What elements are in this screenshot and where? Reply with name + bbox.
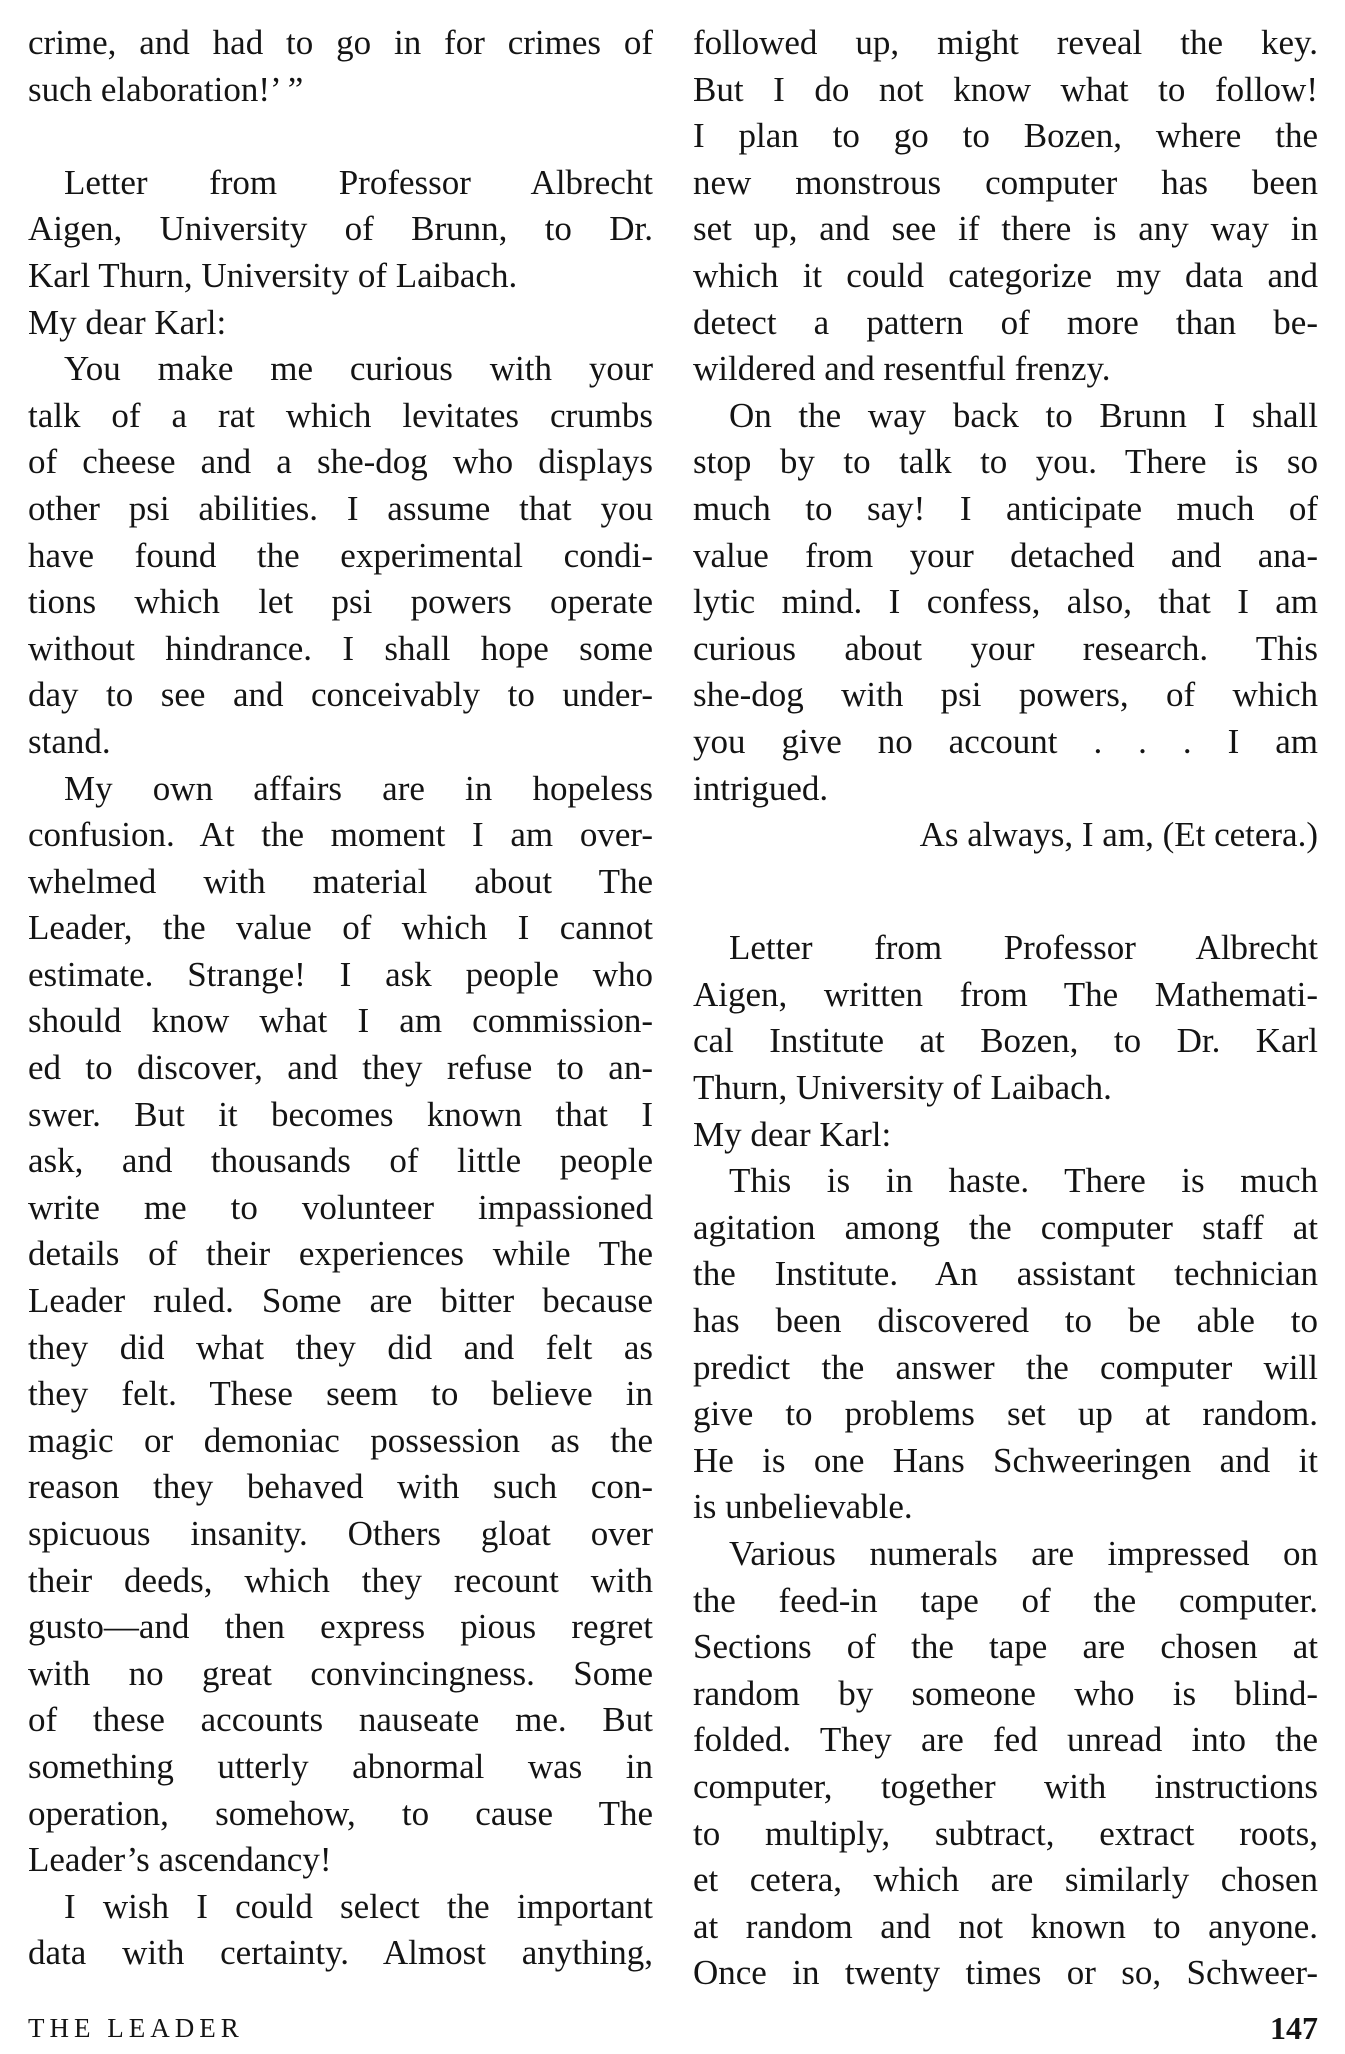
text-line: Once in twenty times or so, Schweer- — [693, 1953, 1318, 1993]
text-line: whelmed with material about The — [28, 861, 653, 901]
text-line: Leader, the value of which I cannot — [28, 908, 653, 948]
text-line: magic or demoniac possession as the — [28, 1420, 653, 1460]
text-line: wildered and resentful frenzy. — [693, 349, 1111, 389]
text-line: intrigued. — [693, 768, 829, 808]
text-line: of cheese and a she-dog who displays — [28, 442, 653, 482]
text-line: lytic mind. I confess, also, that I am — [693, 582, 1318, 622]
text-line — [28, 113, 653, 160]
text-line: detect a pattern of more than be- — [693, 302, 1318, 342]
text-line: Sections of the tape are chosen at — [693, 1627, 1318, 1667]
text-line: My dear Karl: — [28, 302, 227, 342]
text-line: Thurn, University of Laibach. — [693, 1068, 1112, 1108]
text-line: their deeds, which they recount with — [28, 1560, 653, 1600]
text-line: swer. But it becomes known that I — [28, 1094, 653, 1134]
text-line: reason they behaved with such con- — [28, 1467, 653, 1507]
text-line: crime, and had to go in for crimes of — [28, 23, 653, 62]
text-line: followed up, might reveal the key. — [693, 23, 1318, 62]
text-line: spicuous insanity. Others gloat over — [28, 1514, 653, 1553]
text-line: have found the experimental condi- — [28, 535, 653, 575]
text-line: et cetera, which are similarly chosen — [693, 1860, 1318, 1900]
text-line: He is one Hans Schweeringen and it — [693, 1440, 1318, 1480]
text-line: they felt. These seem to believe in — [28, 1374, 653, 1414]
text-line: talk of a rat which levitates crumbs — [28, 395, 653, 435]
text-line: data with certainty. Almost anything, — [28, 1933, 653, 1973]
text-line — [693, 905, 1318, 925]
text-line: the feed-in tape of the computer. — [693, 1580, 1318, 1620]
text-line: ask, and thousands of little people — [28, 1141, 653, 1181]
text-line: set up, and see if there is any way in — [693, 209, 1318, 249]
text-line: random by someone who is blind- — [693, 1673, 1318, 1713]
text-line: give to problems set up at random. — [693, 1394, 1318, 1434]
text-line: other psi abilities. I assume that you — [28, 488, 653, 528]
text-line: I wish I could select the important — [64, 1886, 653, 1926]
text-line: tions which let psi powers operate — [28, 582, 653, 622]
text-line: the Institute. An assistant technician — [693, 1254, 1318, 1294]
text-line: Various numerals are impressed on — [729, 1534, 1318, 1573]
left-text-column — [28, 20, 653, 1977]
text-line: confusion. At the moment I am over- — [28, 815, 653, 855]
text-line: to multiply, subtract, extract roots, — [693, 1813, 1318, 1853]
text-line: My dear Karl: — [693, 1114, 892, 1154]
text-line: at random and not known to anyone. — [693, 1906, 1318, 1946]
text-line: Leader’s ascendancy! — [28, 1840, 332, 1880]
text-line: with no great convincingness. Some — [28, 1653, 653, 1693]
text-line: Karl Thurn, University of Laibach. — [28, 255, 518, 295]
text-line: This is in haste. There is much — [729, 1161, 1318, 1201]
text-line: you give no account . . . I am — [693, 721, 1318, 761]
page-footer — [28, 2008, 1318, 2048]
text-line: without hindrance. I shall hope some — [28, 628, 653, 668]
text-line: stand. — [28, 721, 111, 761]
text-line: new monstrous computer has been — [693, 162, 1318, 202]
text-line: Aigen, written from The Mathemati- — [693, 974, 1318, 1014]
text-line: predict the answer the computer will — [693, 1347, 1318, 1387]
text-line: computer, together with instructions — [693, 1766, 1318, 1806]
text-line: You make me curious with your — [64, 349, 653, 389]
text-line: Leader ruled. Some are bitter because — [28, 1281, 653, 1321]
text-line: I plan to go to Bozen, where the — [693, 116, 1318, 156]
text-line: such elaboration!’ ” — [28, 69, 304, 109]
text-line: folded. They are fed unread into the — [693, 1720, 1318, 1760]
text-line: operation, somehow, to cause The — [28, 1793, 653, 1833]
text-line: cal Institute at Bozen, to Dr. Karl — [693, 1021, 1318, 1061]
text-line: Letter from Professor Albrecht — [729, 928, 1318, 968]
text-line: On the way back to Brunn I shall — [729, 395, 1318, 435]
text-line: As always, I am, (Et cetera.) — [919, 815, 1318, 855]
text-line: they did what they did and felt as — [28, 1327, 653, 1367]
text-line: day to see and conceivably to under- — [28, 675, 653, 715]
text-line: ed to discover, and they refuse to an- — [28, 1048, 653, 1088]
text-line: estimate. Strange! I ask people who — [28, 954, 653, 994]
text-line: But I do not know what to follow! — [693, 69, 1318, 109]
text-line: which it could categorize my data and — [693, 255, 1318, 295]
running-head: THE LEADER — [28, 2013, 244, 2043]
text-line — [693, 859, 1318, 906]
text-line: curious about your research. This — [693, 628, 1318, 668]
text-line: much to say! I anticipate much of — [693, 488, 1318, 528]
page-number: 147 — [1270, 2010, 1318, 2046]
text-line: write me to volunteer impassioned — [28, 1187, 653, 1227]
text-line: details of their experiences while The — [28, 1234, 653, 1274]
text-line: value from your detached and ana- — [693, 535, 1318, 575]
text-line: stop by to talk to you. There is so — [693, 442, 1318, 482]
text-line: should know what I am commission- — [28, 1001, 653, 1041]
text-line: Aigen, University of Brunn, to Dr. — [28, 209, 653, 249]
right-text-column — [693, 20, 1318, 1997]
text-line: is unbelievable. — [693, 1487, 913, 1527]
text-line: of these accounts nauseate me. But — [28, 1700, 653, 1740]
text-line: she-dog with psi powers, of which — [693, 675, 1318, 715]
text-line: Letter from Professor Albrecht — [64, 162, 653, 202]
text-line: agitation among the computer staff at — [693, 1207, 1318, 1247]
text-line: something utterly abnormal was in — [28, 1746, 653, 1786]
text-line: has been discovered to be able to — [693, 1301, 1318, 1341]
text-line: gusto—and then express pious regret — [28, 1607, 653, 1647]
text-line: My own affairs are in hopeless — [64, 768, 653, 808]
